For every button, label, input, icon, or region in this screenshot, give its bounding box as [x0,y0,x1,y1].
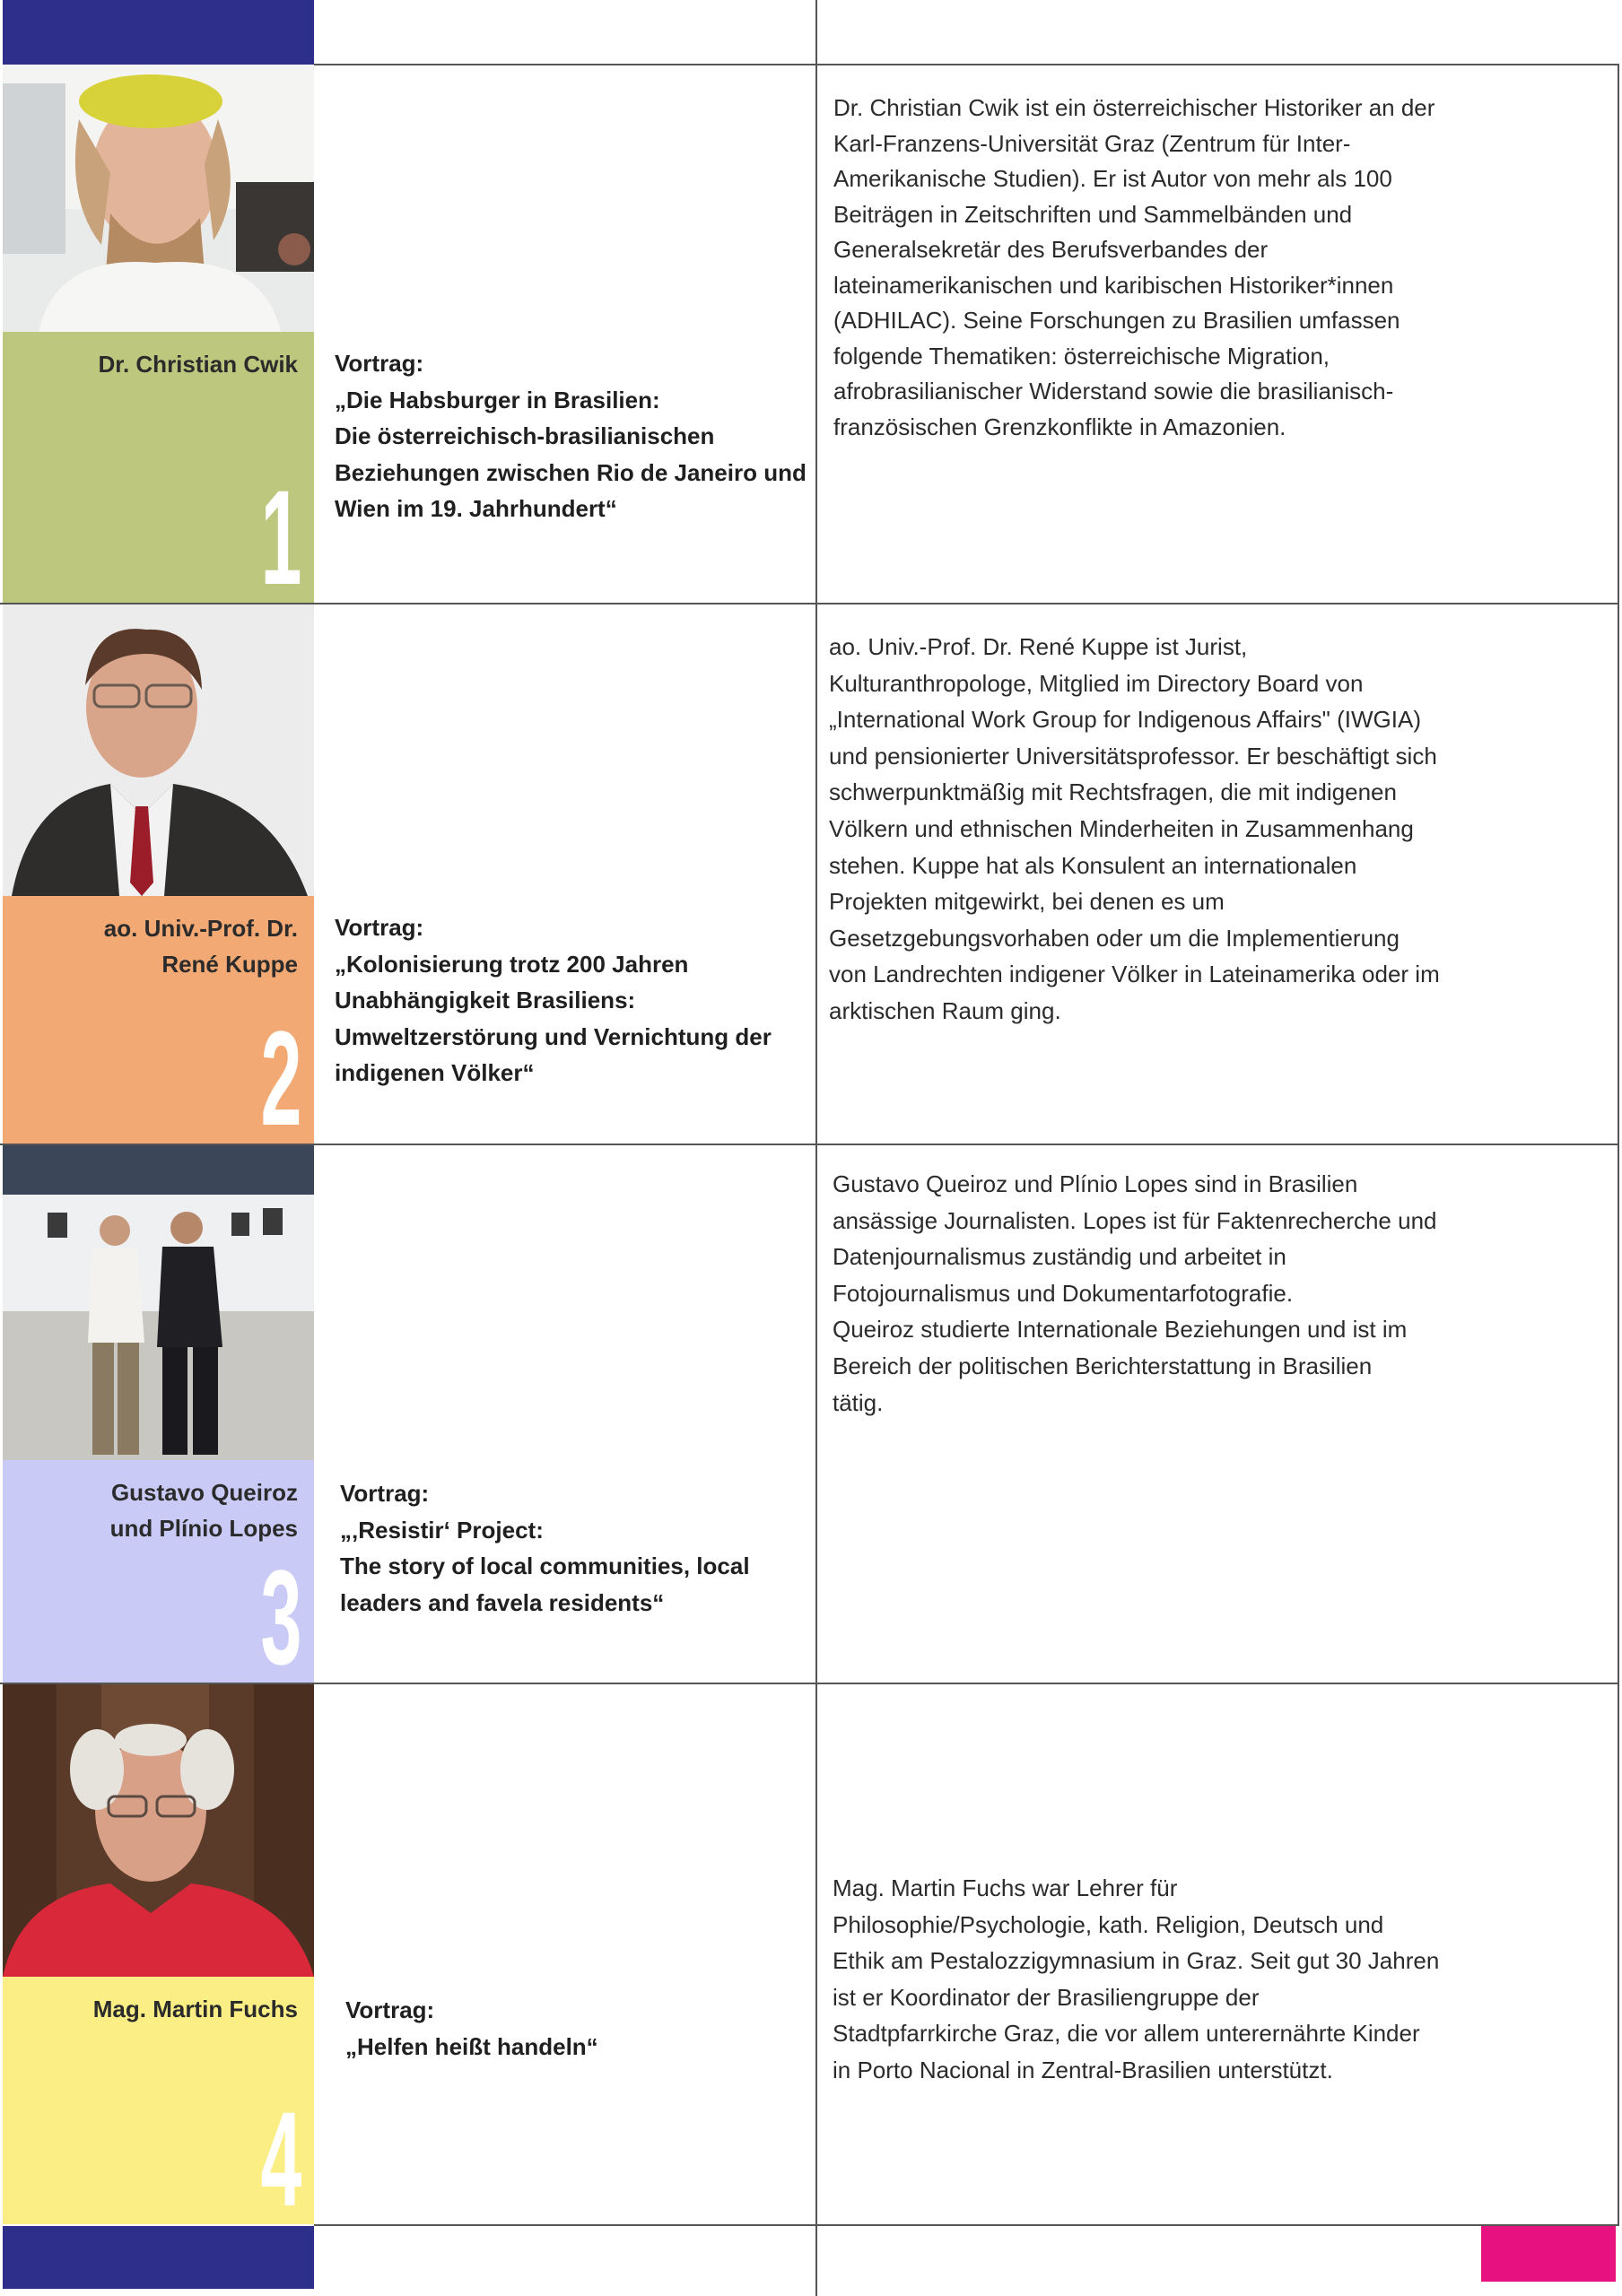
talk-line: „Die Habsburger in Brasilien: [335,386,660,413]
bio-line: tätig. [833,1388,884,1416]
bio-line: ist er Koordinator der Brasiliengruppe der [833,1983,1260,2011]
bio-line: Mag. Martin Fuchs war Lehrer für [833,1874,1178,1901]
speaker-name-2-line: ao. Univ.-Prof. Dr. [103,915,298,942]
bio-line: Karl-Franzens-Universität Graz (Zentrum für Inter- [833,129,1351,157]
talk-line: leaders and favela residents“ [340,1588,665,1616]
talk-line: indigenen Völker“ [335,1059,535,1086]
speaker-number-4: 4 [260,2083,301,2224]
speaker-photo-3 [3,1145,314,1460]
bottom-pink-accent [1481,2226,1616,2282]
talk-line: Wien im 19. Jahrhundert“ [335,495,617,522]
speaker-bio-4 [833,1870,1439,2089]
talk-line: The story of local communities, local [340,1552,750,1579]
speaker-photo-1 [3,65,314,332]
talk-line: Umweltzerstörung und Vernichtung der [335,1022,772,1050]
talk-label: Vortrag: [335,914,424,941]
bio-line: stehen. Kuppe hat als Konsulent an internationalen [829,851,1357,879]
bio-line: afrobrasilianischer Widerstand sowie die brasilianisch- [833,378,1394,404]
column-divider [815,0,817,2296]
speaker-number-1: 1 [260,462,301,603]
bio-line: schwerpunktmäßig mit Rechtsfragen, die mit indigenen [829,778,1397,806]
speaker-name-2-line: René Kuppe [161,951,298,978]
speaker-photo-4 [3,1684,314,1977]
talk-line: Beziehungen zwischen Rio de Janeiro und [335,458,807,486]
speaker-name-1 [99,346,299,382]
speaker-panel-4 [3,1977,314,2224]
talk-title-2 [335,909,772,1091]
speaker-panel-3 [3,1460,314,1683]
bio-line: Philosophie/Psychologie, kath. Religion, Deutsch und [833,1910,1384,1938]
bio-line: von Landrechten indigener Völker in Lateinamerika oder im [829,961,1440,988]
bio-line: Amerikanische Studien). Er ist Autor von mehr als 100 [833,165,1392,192]
talk-title-3 [340,1475,750,1621]
speaker-photo-2 [3,604,314,896]
bio-line: Stadtpfarrkirche Graz, die vor allem unterernährte Kinder [833,2020,1420,2048]
speaker-bio-2 [829,629,1440,1030]
bio-line: Beiträgen in Zeitschriften und Sammelbänden und [833,200,1353,228]
bio-line: französischen Grenzkonflikte in Amazonien. [833,413,1286,440]
speaker-name-4-line: Mag. Martin Fuchs [92,1996,298,2022]
talk-title-1 [335,345,807,527]
speaker-name-2 [104,910,298,982]
bio-line: arktischen Raum ging. [829,996,1061,1024]
bio-line: ao. Univ.-Prof. Dr. René Kuppe ist Jurist, [829,633,1248,660]
talk-line: „‚Resistir‘ Project: [340,1516,544,1544]
divider-top [314,64,1619,65]
talk-label: Vortrag: [335,350,424,377]
bio-line: (ADHILAC). Seine Forschungen zu Brasilien umfassen [833,307,1400,334]
bio-line: Völkern und ethnischen Minderheiten in Zusammenhang [829,814,1414,842]
speaker-photo-3-image [3,1145,314,1460]
bio-line: Gustavo Queiroz und Plínio Lopes sind in Brasilien [833,1170,1358,1197]
talk-line: Unabhängigkeit Brasiliens: [335,987,636,1013]
speaker-photo-4-image [3,1684,314,1977]
bio-line: Gesetzgebungsvorhaben oder um die Implementierung [829,924,1400,952]
speaker-name-3 [110,1474,298,1546]
talk-line: „Helfen heißt handeln“ [345,2032,598,2060]
talk-label: Vortrag: [340,1480,430,1507]
talk-line: Die österreichisch-brasilianischen [335,422,715,449]
speaker-number-2: 2 [260,1003,301,1144]
bio-line: Ethik am Pestalozzigymnasium in Graz. Seit gut 30 Jahren [833,1947,1440,1975]
bio-line: Dr. Christian Cwik ist ein österreichischer Historiker an der [833,94,1435,121]
bio-line: Generalsekretär des Berufsverbandes der [833,236,1269,263]
bio-line: folgende Thematiken: österreichische Migration, [833,342,1330,370]
bio-line: Fotojournalismus und Dokumentarfotografie. [833,1279,1294,1307]
bio-line: Projekten mitgewirkt, bei denen es um [829,888,1225,916]
speaker-photo-1-image [3,65,314,332]
bio-line: Kulturanthropologe, Mitglied im Directory Board von [829,669,1364,697]
talk-title-4 [345,1992,598,2065]
speaker-bio-3 [833,1166,1437,1421]
top-accent-bar [3,0,314,65]
right-border [1618,64,1619,2226]
bio-line: Bereich der politischen Berichterstattung in Brasilien [833,1352,1373,1379]
speaker-panel-2 [3,896,314,1144]
speaker-photo-2-image [3,604,314,896]
speaker-name-4 [93,1991,298,2027]
bio-line: Queiroz studierte Internationale Beziehungen und ist im [833,1316,1408,1344]
divider-bottom [314,2224,1619,2226]
speaker-name-3-line: und Plínio Lopes [109,1515,298,1542]
talk-line: „Kolonisierung trotz 200 Jahren [335,950,689,978]
speaker-bio-1 [833,91,1435,445]
bio-line: ansässige Journalisten. Lopes ist für Faktenrecherche und [833,1206,1437,1234]
bio-line: lateinamerikanischen und karibischen Historiker*innen [833,271,1394,299]
bottom-accent-bar [3,2226,314,2289]
speaker-panel-1 [3,332,314,603]
speaker-name-1-line: Dr. Christian Cwik [98,351,298,378]
bio-line: und pensionierter Universitätsprofessor. Er beschäftigt sich [829,742,1437,770]
bio-line: Datenjournalismus zuständig und arbeitet in [833,1243,1286,1271]
speaker-number-3: 3 [260,1542,301,1683]
bio-line: in Porto Nacional in Zentral-Brasilien unterstützt. [833,2056,1333,2083]
talk-label: Vortrag: [345,1996,435,2023]
bio-line: „International Work Group for Indigenous Affairs" (IWGIA) [829,706,1421,734]
speaker-name-3-line: Gustavo Queiroz [110,1479,298,1506]
